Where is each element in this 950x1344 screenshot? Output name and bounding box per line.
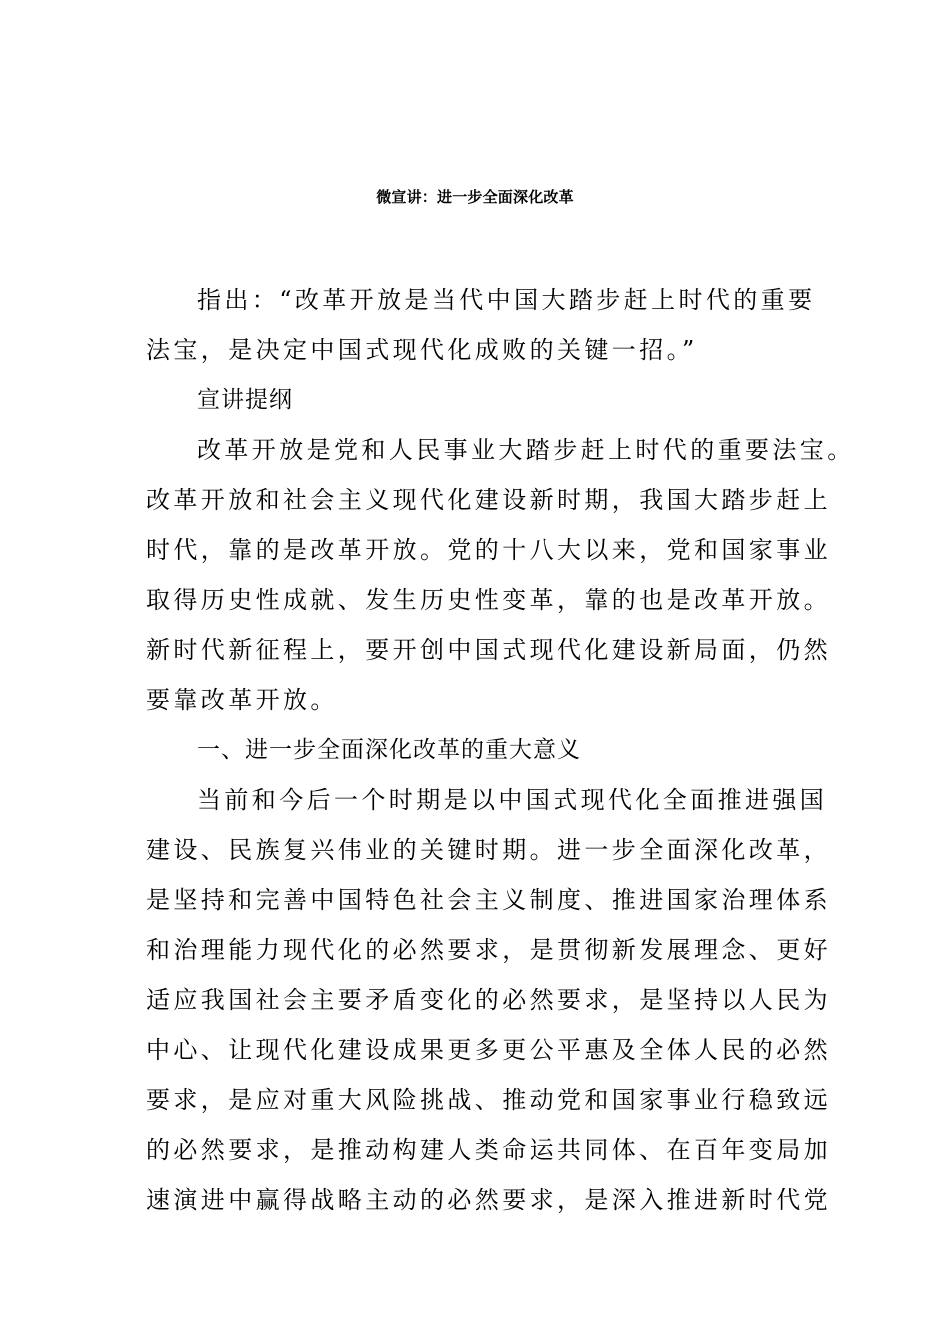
paragraph-line: 新时代新征程上，要开创中国式现代化建设新局面，仍然: [146, 636, 831, 664]
paragraph-line: 中心、让现代化建设成果更多更公平惠及全体人民的必然: [146, 1036, 831, 1064]
paragraph-line: 指出：“改革开放是当代中国大踏步赶上时代的重要: [197, 286, 816, 314]
paragraph-line: 要求，是应对重大风险挑战、推动党和国家事业行稳致远: [146, 1086, 831, 1114]
paragraph-line: 要靠改革开放。: [146, 686, 338, 714]
section-heading: 宣讲提纲: [197, 387, 293, 413]
paragraph-line: 时代，靠的是改革开放。党的十八大以来，党和国家事业: [146, 536, 831, 564]
paragraph-line: 法宝，是决定中国式现代化成败的关键一招。”: [146, 336, 698, 364]
paragraph-line: 当前和今后一个时期是以中国式现代化全面推进强国: [197, 786, 828, 814]
paragraph-line: 改革开放和社会主义现代化建设新时期，我国大踏步赶上: [146, 486, 831, 514]
paragraph-line: 是坚持和完善中国特色社会主义制度、推进国家治理体系: [146, 886, 831, 914]
document-title: 微宣讲：进一步全面深化改革: [376, 188, 574, 206]
paragraph-line: 和治理能力现代化的必然要求，是贯彻新发展理念、更好: [146, 936, 831, 964]
section-heading: 一、进一步全面深化改革的重大意义: [197, 737, 581, 763]
paragraph-line: 速演进中赢得战略主动的必然要求，是深入推进新时代党: [146, 1186, 831, 1214]
paragraph-line: 的必然要求，是推动构建人类命运共同体、在百年变局加: [146, 1136, 831, 1164]
paragraph-line: 取得历史性成就、发生历史性变革，靠的也是改革开放。: [146, 586, 831, 614]
paragraph-line: 改革开放是党和人民事业大踏步赶上时代的重要法宝。: [197, 436, 855, 464]
paragraph-line: 建设、民族复兴伟业的关键时期。进一步全面深化改革，: [146, 836, 831, 864]
paragraph-line: 适应我国社会主要矛盾变化的必然要求，是坚持以人民为: [146, 986, 831, 1014]
